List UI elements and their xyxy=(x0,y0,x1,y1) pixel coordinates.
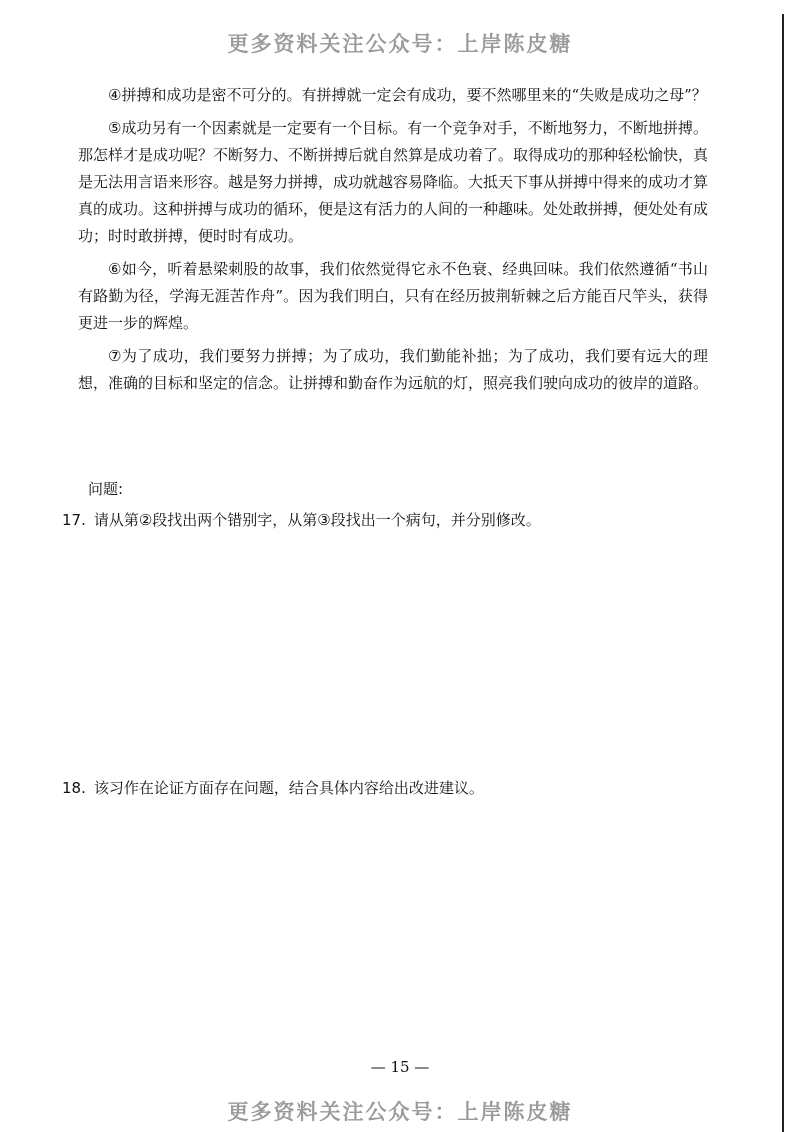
paragraph-text: 成功另有一个因素就是一定要有一个目标。有一个竞争对手，不断地努力，不断地拼搏。那怎样才是成功呢？不断努力、不断拼搏后就自然算是成功着了。取得成功的那种轻松愉快，真是无法用言语来形容。越是努力拼搏，成功就越容易降临。大抵天下事从拼搏中得来的成功才算真的成功。这种拼搏与成功的循环，便是这有活力的人间的一种趣味。处处敢拼搏，便处处有成功；时时敢拼搏，便时时有成功。 xyxy=(78,119,709,245)
question-text: 请从第②段找出两个错别字，从第③段找出一个病句，并分别修改。 xyxy=(93,511,541,529)
question-text: 该习作在论证方面存在问题，结合具体内容给出改进建议。 xyxy=(93,779,484,797)
page-edge-line xyxy=(782,14,784,1132)
watermark-top: 更多资料关注公众号：上岸陈皮糖 xyxy=(227,32,573,56)
paragraph-text: 为了成功，我们要努力拼搏；为了成功，我们勤能补拙；为了成功，我们要有远大的理想，准确的目标和坚定的信念。让拼搏和勤奋作为远航的灯，照亮我们驶向成功的彼岸的道路。 xyxy=(78,347,709,392)
question-number: 18. xyxy=(62,779,86,797)
paragraph-4 xyxy=(78,82,708,109)
question-17 xyxy=(62,509,541,530)
paragraph-text: 拼搏和成功是密不可分的。有拼搏就一定会有成功，要不然哪里来的“失败是成功之母”？ xyxy=(121,86,707,104)
paragraph-5 xyxy=(78,115,708,250)
paragraph-marker: ⑤ xyxy=(108,119,122,137)
page-number: — 15 — xyxy=(370,1058,430,1076)
questions-label: 问题: xyxy=(88,480,124,498)
paragraph-marker: ⑦ xyxy=(108,347,122,365)
question-18 xyxy=(62,777,484,798)
essay-body xyxy=(78,82,708,403)
paragraph-text: 如今，听着悬梁刺股的故事，我们依然觉得它永不色衰、经典回味。我们依然遵循“书山有路勤为径，学海无涯苦作舟”。因为我们明白，只有在经历披荆斩棘之后方能百尺竿头，获得更进一步的辉煌。 xyxy=(78,260,708,332)
question-number: 17. xyxy=(62,511,86,529)
paragraph-marker: ⑥ xyxy=(108,260,122,278)
watermark-bottom: 更多资料关注公众号：上岸陈皮糖 xyxy=(227,1100,573,1124)
paragraph-marker: ④ xyxy=(108,86,122,104)
paragraph-7 xyxy=(78,343,708,397)
paragraph-6 xyxy=(78,256,708,337)
